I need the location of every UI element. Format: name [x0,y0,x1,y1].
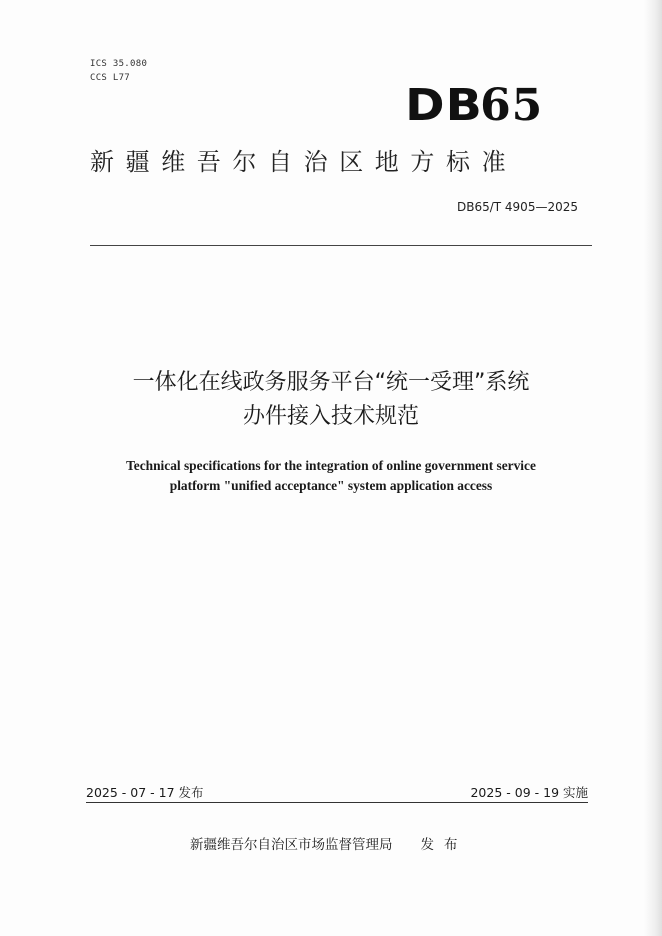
implement-date: 2025 - 09 - 19 实施 [470,785,588,800]
chinese-title [60,366,602,434]
issuer-org: 新疆维吾尔自治区市场监督管理局 [190,837,393,853]
publish-date: 2025 - 07 - 17 发布 [86,785,204,800]
english-title-line-1: Technical specifications for the integration of online government service [126,458,536,473]
logo-db: DB [405,80,483,131]
issuer-action: 发布 [420,837,468,853]
standard-category-name: 新疆维吾尔自治区地方标准 [90,148,518,176]
english-title [60,456,602,496]
ccs-code: CCS L77 [90,73,131,83]
footer-divider [86,802,588,803]
header-divider [90,245,592,246]
issuing-authority [190,833,468,853]
scan-edge-shadow [644,0,662,936]
ics-code: ICS 35.080 [90,59,148,69]
chinese-title-line-1: 一体化在线政务服务平台“统一受理”系统 [132,370,530,395]
standard-number: DB65/T 4905—2025 [456,200,578,214]
logo-number: 65 [480,80,544,131]
english-title-line-2: platform "unified acceptance" system application access [169,478,493,493]
classification-codes [90,57,147,85]
chinese-title-line-2: 办件接入技术规范 [242,404,419,429]
db65-logo [405,80,544,131]
